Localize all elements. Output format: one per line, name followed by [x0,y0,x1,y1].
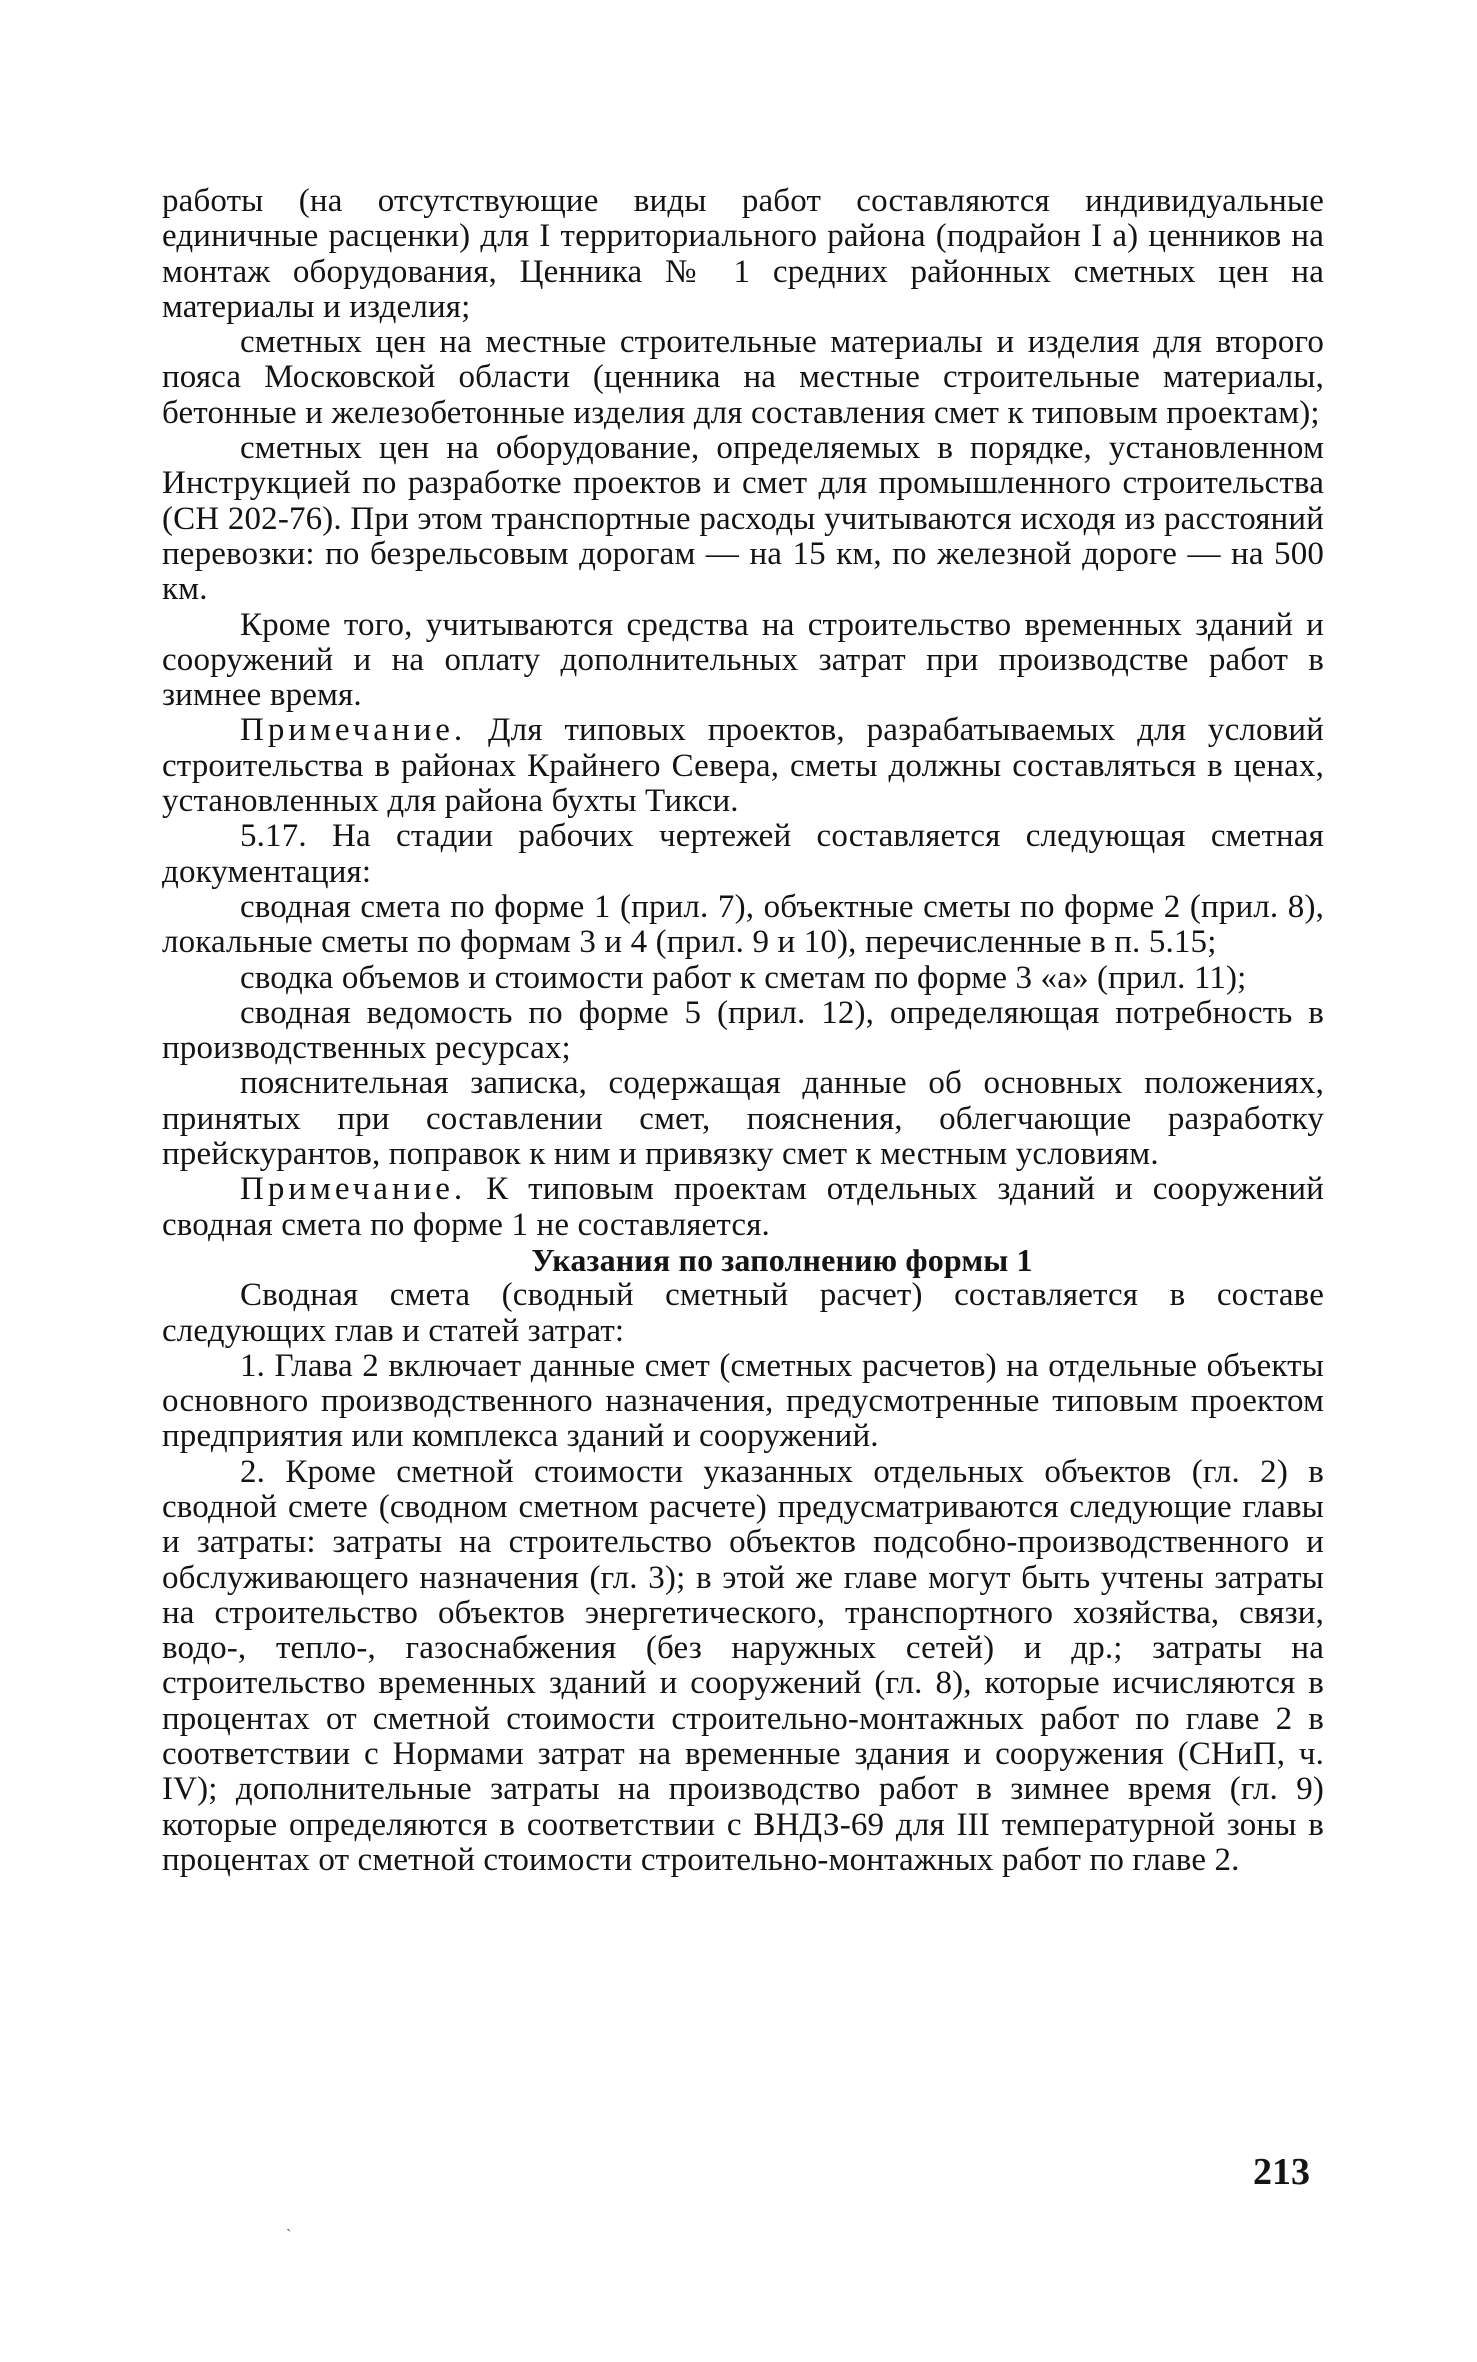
section-heading: Указания по заполнению формы 1 [531,1241,1033,1278]
note-1-text: Для типовых проектов, разрабатываемых для условий строительства в районах Крайнего Севера, сметы должны составляться в ценах, установленных для района бухты Тикси. [162,712,1324,820]
note-2-text: К типовым проектам отдельных зданий и сооружений сводная смета по форме 1 не составляется. [162,1171,1324,1243]
note-1 [162,713,1324,819]
document-page [162,184,1324,1878]
paragraph-11: 1. Глава 2 включает данные смет (сметных расчетов) на отдельные объекты основного производственного назначения, предусмотренные типовым проектом предприятия или комплекса зданий и сооружений. [162,1347,1324,1455]
paragraph-3: сметных цен на оборудование, определяемых в порядке, установленном Инструкцией по разработке проектов и смет для промышленного строительства (СН 202-76). При этом транспортные расходы учитываются исходя из расстояний перевозки: по безрельсовым дорогам — на 15 км, по железной дороге — на 500 км. [162,430,1324,608]
paragraph-12: 2. Кроме сметной стоимости указанных отдельных объектов (гл. 2) в сводной смете (сводном сметном расчете) предусматриваются следующие главы и затраты: затраты на строительство объектов подсобно-производственного и обслуживающего назначения (гл. 3); в этой же главе могут быть учтены затраты на строительство объектов энергетического, транспортного хозяйства, связи, водо-, тепло-, газоснабжения (без наружных сетей) и др.; затраты на строительство временных зданий и сооружений (гл. 8), которые исчисляются в процентах от сметной стоимости строительно-монтажных работ по главе 2 в соответствии с Нормами затрат на временные здания и сооружения (СНиП, ч. IV); дополнительные затраты на производство работ в зимнее время (гл. 9) которые определяются в соответствии с ВНДЗ-69 для III температурной зоны в процентах от сметной стоимости строительно-монтажных работ по главе 2. [162,1453,1324,1878]
paragraph-8: сводная ведомость по форме 5 (прил. 12), определяющая потребность в производственных ресурсах; [162,994,1324,1067]
paragraph-5: 5.17. На стадии рабочих чертежей составляется следующая сметная документация: [162,818,1324,890]
paragraph-4: Кроме того, учитываются средства на строительство временных зданий и сооружений и на оплату дополнительных затрат при производстве работ в зимнее время. [162,606,1324,714]
paragraph-2: сметных цен на местные строительные материалы и изделия для второго пояса Московской области (ценника на местные строительные материалы, бетонные и железобетонные изделия для составления смет к типовым проектам); [162,324,1324,431]
paragraph-7: сводка объемов и стоимости работ к сметам по форме 3 «а» (прил. 11); [240,959,1247,996]
paragraph-9: пояснительная записка, содержащая данные об основных положениях, принятых при составлении смет, пояснения, облегчающие разработку прейскурантов, поправок к ним и привязку смет к местным условиям. [162,1065,1324,1173]
paragraph-6: сводная смета по форме 1 (прил. 7), объектные сметы по форме 2 (прил. 8), локальные сметы по формам 3 и 4 (прил. 9 и 10), перечисленные в п. 5.15; [162,888,1324,961]
note-2 [162,1172,1324,1243]
paragraph-10: Сводная смета (сводный сметный расчет) составляется в составе следующих глав и статей затрат: [162,1277,1324,1349]
paragraph-1: работы (на отсутствующие виды работ составляются индивидуальные единичные расценки) для I территориального района (подрайон I а) ценников на монтаж оборудования, Ценника № 1 средних районных сметных цен на материалы и изделия; [162,183,1324,325]
note-2-label: Примечание. [240,1171,467,1208]
scan-speck: ˏ [286,2215,292,2232]
note-1-label: Примечание. [240,712,467,749]
page-number: 213 [1253,2151,1310,2193]
